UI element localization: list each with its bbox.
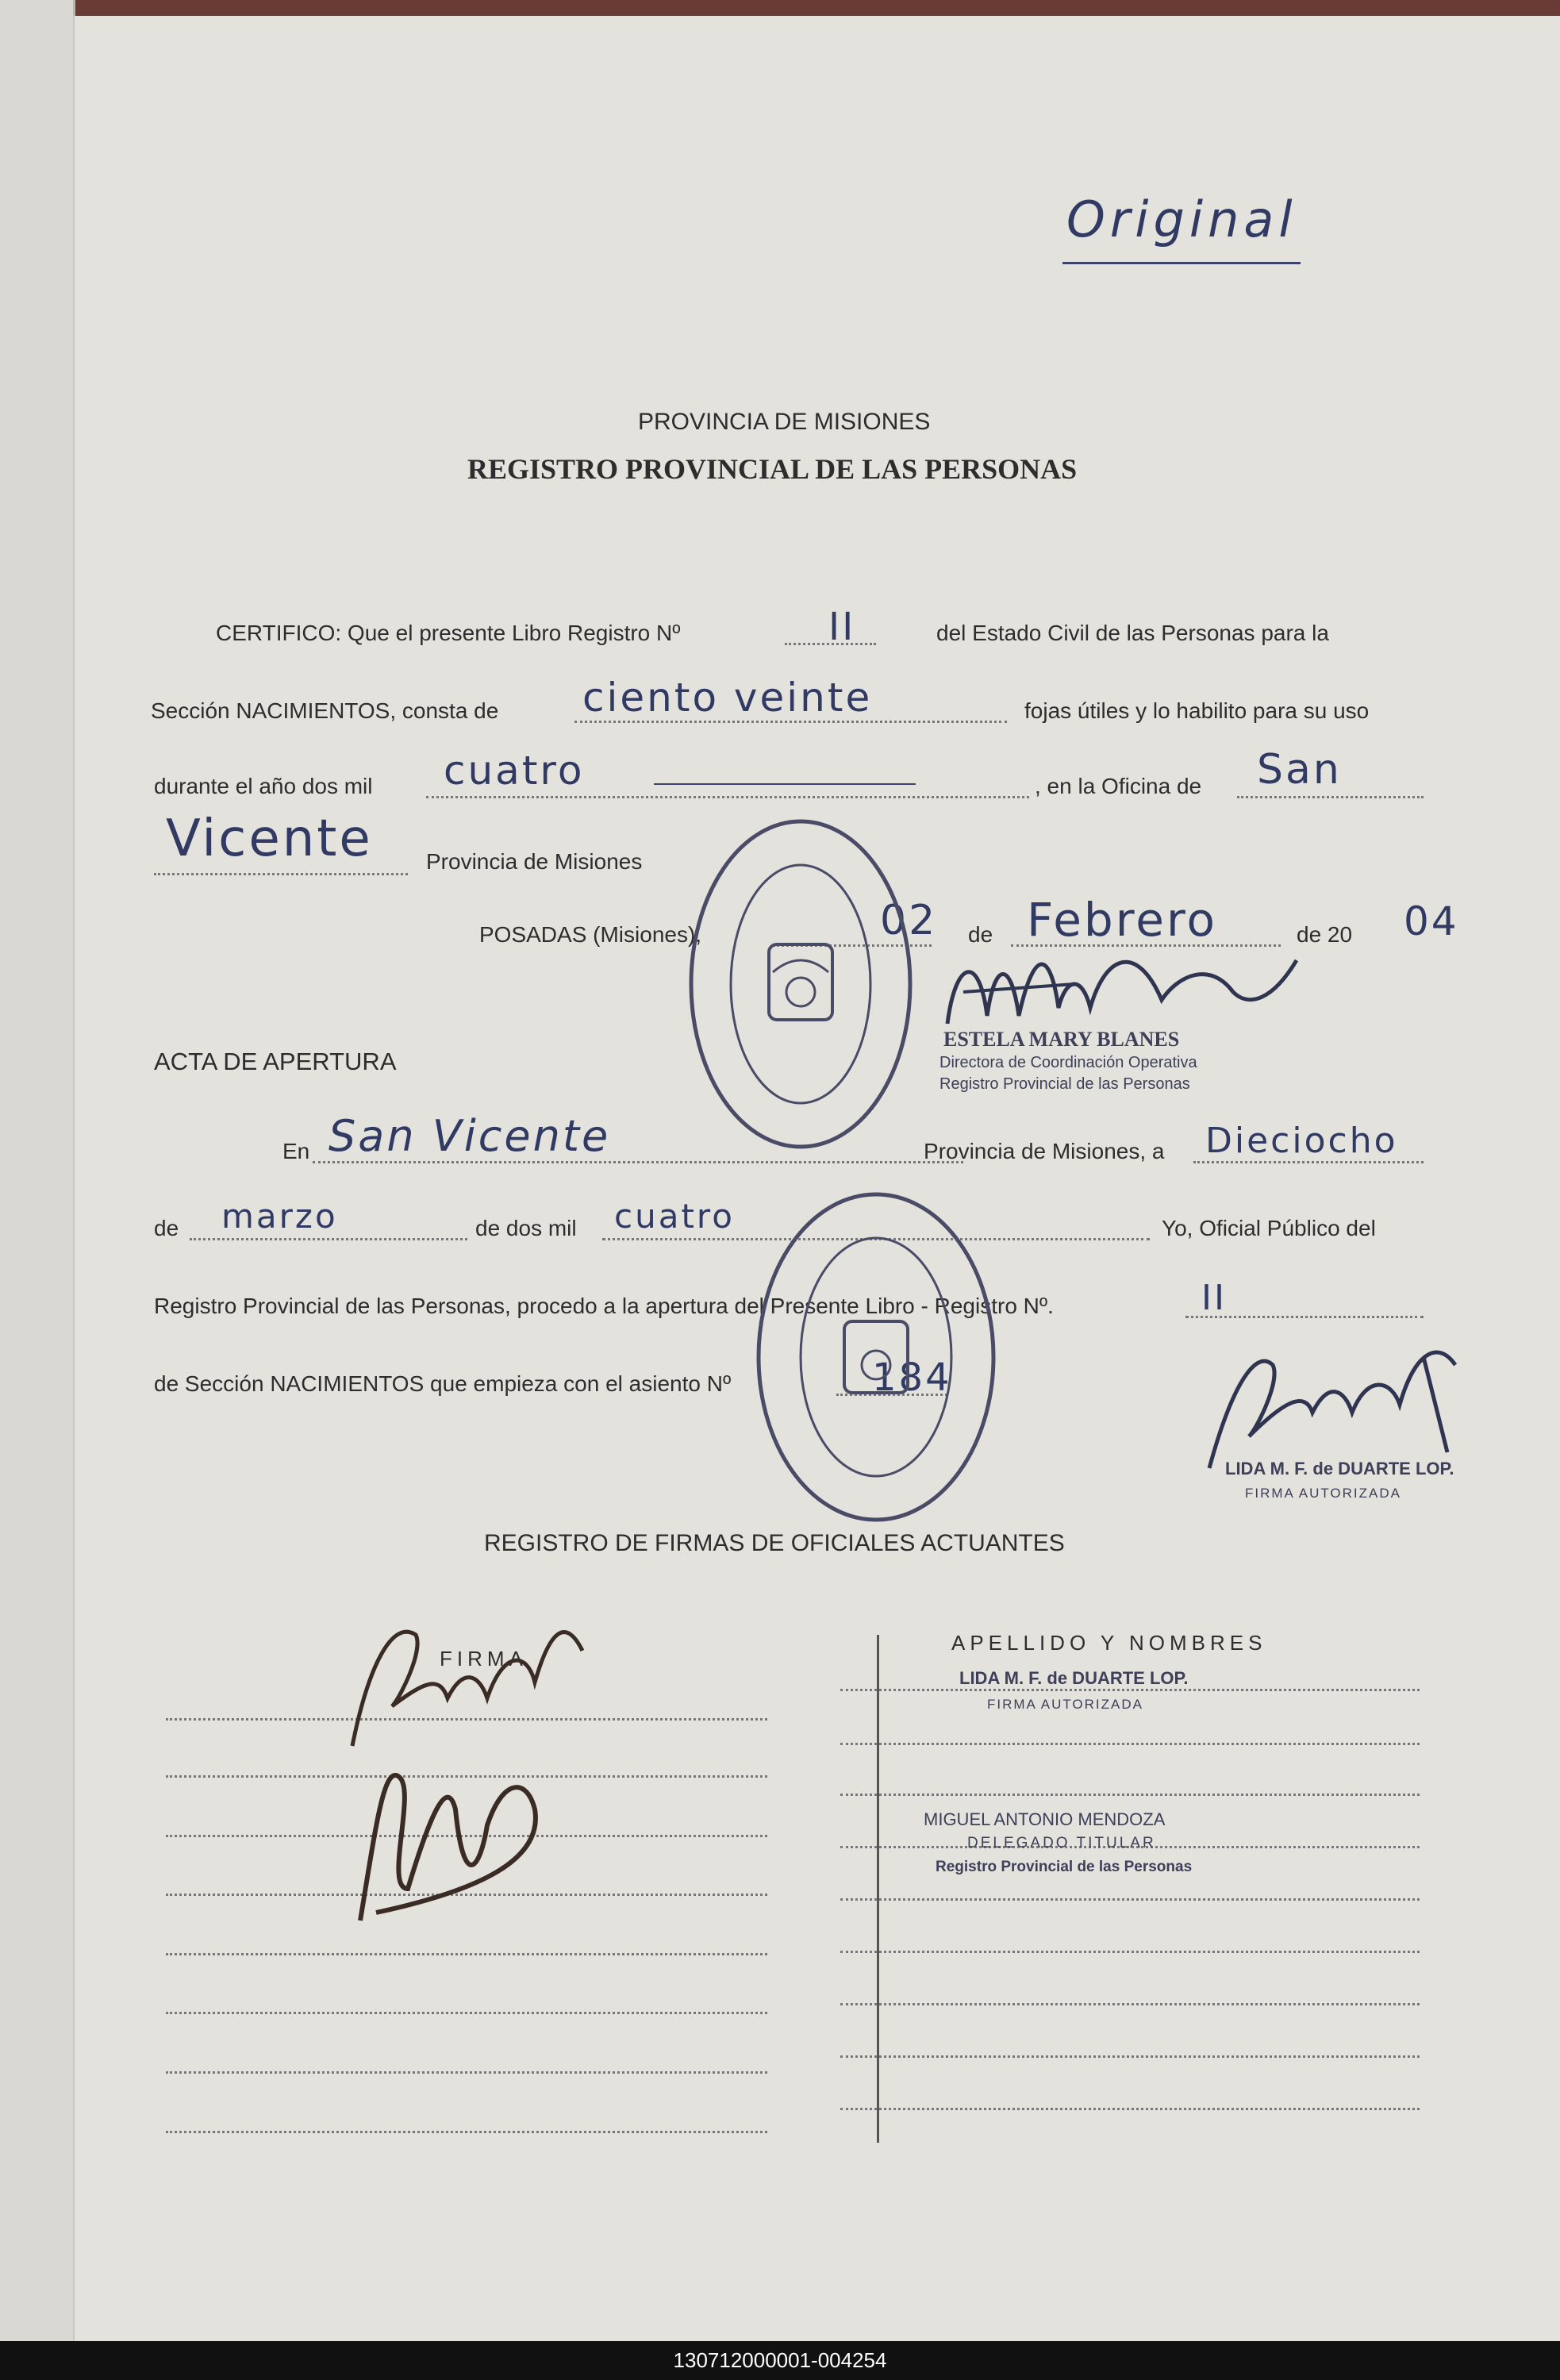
official-name-2: LIDA M. F. de DUARTE LOP. [959,1668,1189,1688]
dotted-field [1193,1161,1424,1163]
cert-line2-start: Sección NACIMIENTOS, consta de [151,698,499,723]
footer-id: 130712000001-004254 [0,2341,1560,2380]
certificate-page [73,16,1560,2341]
hand-reg-num: II [1201,1278,1227,1318]
acta-provincia: Provincia de Misiones, a [924,1139,1165,1163]
dotted-field [1237,796,1424,798]
dotted-field [313,1161,963,1163]
hand-month: Febrero [1027,893,1218,947]
names-row [840,1898,1420,1901]
hand-asiento: 184 [872,1355,952,1400]
names-row [840,1689,1420,1691]
book-top-edge [0,0,1560,17]
hand-day: 02 [880,897,938,944]
col-names-header: APELLIDO Y NOMBRES [951,1631,1267,1655]
acta-de-dos-mil: de dos mil [475,1216,577,1240]
seal-1 [686,813,916,1155]
names-row [840,1794,1420,1796]
signature-row [166,1953,767,1955]
delegate-org: Registro Provincial de las Personas [936,1859,1193,1875]
cert-line2-end: fojas útiles y lo habilito para su uso [1024,698,1370,723]
handwritten-original: Original [1066,190,1297,248]
names-row [840,1743,1420,1745]
director-org: Registro Provincial de las Personas [939,1075,1190,1093]
cert-de-2000: de 20 [1297,922,1353,947]
province-heading: PROVINCIA DE MISIONES [638,409,931,435]
hand-year-tail: 04 [1404,898,1459,944]
original-underline [1062,262,1301,264]
book-spine [0,0,75,2341]
hand-fojas: ciento veinte [582,675,873,721]
delegate-title: DELEGADO TITULAR [967,1835,1156,1851]
cert-de-1: de [968,922,993,947]
hand-place: San Vicente [329,1111,611,1161]
acta-de: de [154,1216,179,1240]
signature-row [166,2131,767,2133]
dotted-field [426,796,1029,798]
cert-line4: Provincia de Misiones [426,849,643,874]
cert-line3-start: durante el año dos mil [154,774,373,798]
director-name: ESTELA MARY BLANES [943,1028,1180,1051]
acta-en: En [282,1139,310,1163]
official-name: LIDA M. F. de DUARTE LOP. [1225,1459,1454,1478]
column-divider [877,1635,879,2143]
dotted-field [154,873,408,875]
posadas-label: POSADAS (Misiones), [479,922,702,947]
hand-office-1: San [1257,746,1342,794]
acta-line3: Registro Provincial de las Personas, procedo a la apertura del Presente Libro - Registro Nº. [154,1294,1054,1318]
cert-line1-start: CERTIFICO: Que el presente Libro Registro Nº [216,621,681,645]
signature-row [166,2071,767,2074]
registry-heading: REGISTRO PROVINCIAL DE LAS PERSONAS [467,453,1078,485]
dotted-field [574,721,1007,723]
names-row [840,2055,1420,2058]
cert-line1-end: del Estado Civil de las Personas para la [936,621,1329,645]
col-firma-header: FIRMA [440,1647,528,1671]
names-row [840,2108,1420,2110]
signature-row [166,2012,767,2014]
official-title: FIRMA AUTORIZADA [1245,1486,1401,1501]
names-row [840,2003,1420,2005]
cert-line3-mid: , en la Oficina de [1035,774,1202,798]
underline-stroke [654,783,916,785]
hand-acta-year: cuatro [614,1197,735,1236]
seal-2 [753,1186,999,1528]
hand-year: cuatro [444,748,585,794]
director-title: Directora de Coordinación Operativa [939,1054,1197,1071]
register-signature-2 [329,1730,567,1936]
signatures-title: REGISTRO DE FIRMAS DE OFICIALES ACTUANTES [484,1530,1065,1556]
official-title-2: FIRMA AUTORIZADA [987,1697,1143,1712]
hand-libro-num: II [828,605,856,649]
hand-office-2: Vicente [166,809,373,868]
names-row [840,1951,1420,1953]
acta-line4: de Sección NACIMIENTOS que empieza con el asiento Nº [154,1371,732,1396]
acta-yo: Yo, Oficial Público del [1162,1216,1376,1240]
hand-acta-month: marzo [221,1197,338,1236]
acta-title: ACTA DE APERTURA [154,1048,397,1075]
hand-acta-day: Dieciocho [1205,1121,1398,1161]
dotted-field [190,1238,467,1240]
delegate-name: MIGUEL ANTONIO MENDOZA [924,1809,1166,1829]
